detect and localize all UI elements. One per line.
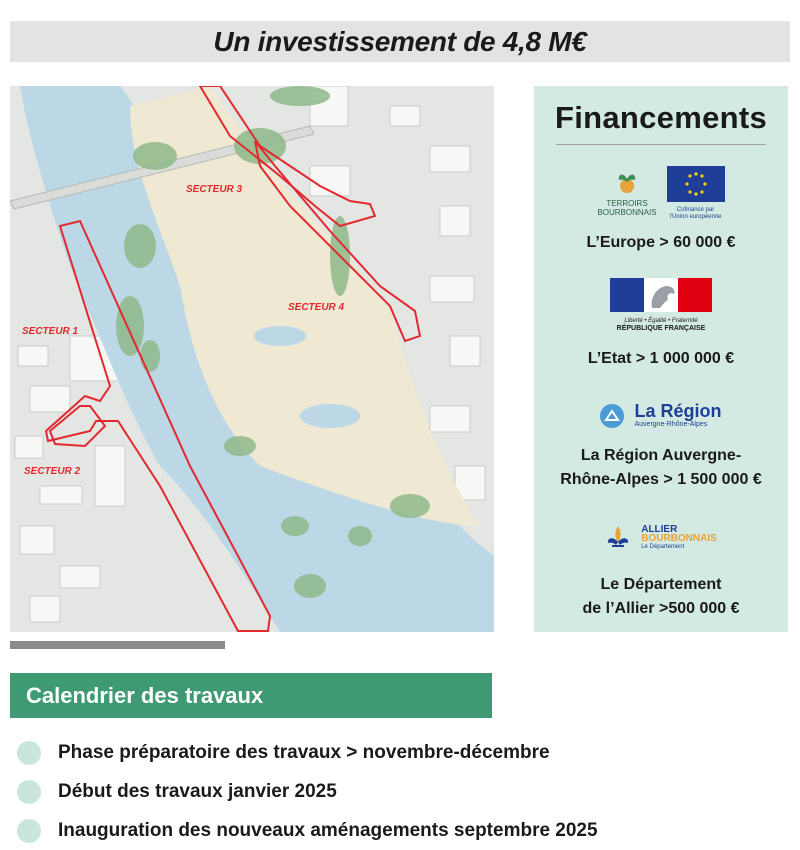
eu-logo (667, 166, 725, 221)
etat-republique: RÉPUBLIQUE FRANÇAISE (616, 325, 706, 332)
region-subname: Auvergne-Rhône-Alpes (634, 421, 708, 428)
calendrier-item-2: Début des travaux janvier 2025 (58, 780, 337, 802)
map-illustration (10, 86, 494, 632)
sector-label-4: SECTEUR 4 (288, 302, 345, 313)
sector-label-1: SECTEUR 1 (22, 326, 79, 337)
marianne-icon (610, 278, 712, 312)
financements-panel (534, 86, 788, 632)
eu-line-1: Cofinancé par (676, 207, 715, 213)
sector-label-2: SECTEUR 2 (24, 466, 81, 477)
terroirs-line-1: TERROIRS (606, 199, 648, 208)
europe-logos (534, 166, 788, 221)
calendrier-header (10, 673, 492, 718)
departement-label: Le Département (641, 543, 685, 550)
departement-amount-line-2: de l’Allier >500 000 € (582, 600, 740, 617)
sector-label-3: SECTEUR 3 (186, 184, 243, 195)
bullet-icon (17, 741, 41, 765)
terroirs-icon (614, 170, 640, 194)
etat-amount: L’Etat > 1 000 000 € (587, 350, 735, 367)
europe-amount: L’Europe > 60 000 € (586, 234, 736, 251)
title-bar (10, 21, 790, 62)
list-item (17, 772, 598, 811)
bourbonnais-name: BOURBONNAIS (641, 532, 717, 544)
list-item (17, 733, 598, 772)
fleur-de-lis-icon (605, 524, 631, 552)
etat-motto: Liberté • Égalité • Fraternité (624, 318, 698, 324)
region-logo (534, 402, 788, 429)
list-item (17, 811, 598, 850)
region-amount-line-2: Rhône-Alpes > 1 500 000 € (560, 471, 762, 488)
region-icon (600, 404, 624, 428)
region-name: La Région (634, 401, 722, 421)
financements-title: Financements (554, 100, 768, 135)
calendrier-title: Calendrier des travaux (26, 683, 264, 708)
bullet-icon (17, 780, 41, 804)
terroirs-line-2: BOURBONNAIS (597, 208, 657, 217)
etat-logo (534, 278, 788, 333)
terroirs-bourbonnais-logo (597, 170, 656, 217)
scale-bar (10, 641, 225, 649)
departement-logo (534, 524, 788, 552)
bullet-icon (17, 819, 41, 843)
page-title: Un investissement de 4,8 M€ (213, 26, 587, 57)
eu-flag-icon (667, 166, 725, 202)
calendrier-item-3: Inauguration des nouveaux aménagements septembre 2025 (58, 819, 598, 841)
calendrier-list (17, 733, 598, 850)
divider (556, 144, 766, 145)
calendrier-item-1: Phase préparatoire des travaux > novembre-décembre (58, 741, 550, 763)
site-map (10, 86, 494, 632)
allier-name: ALLIER (641, 523, 678, 535)
region-amount-line-1: La Région Auvergne- (580, 447, 742, 464)
eu-line-2: l'Union européenne (669, 214, 722, 220)
departement-amount-line-1: Le Département (600, 576, 722, 593)
